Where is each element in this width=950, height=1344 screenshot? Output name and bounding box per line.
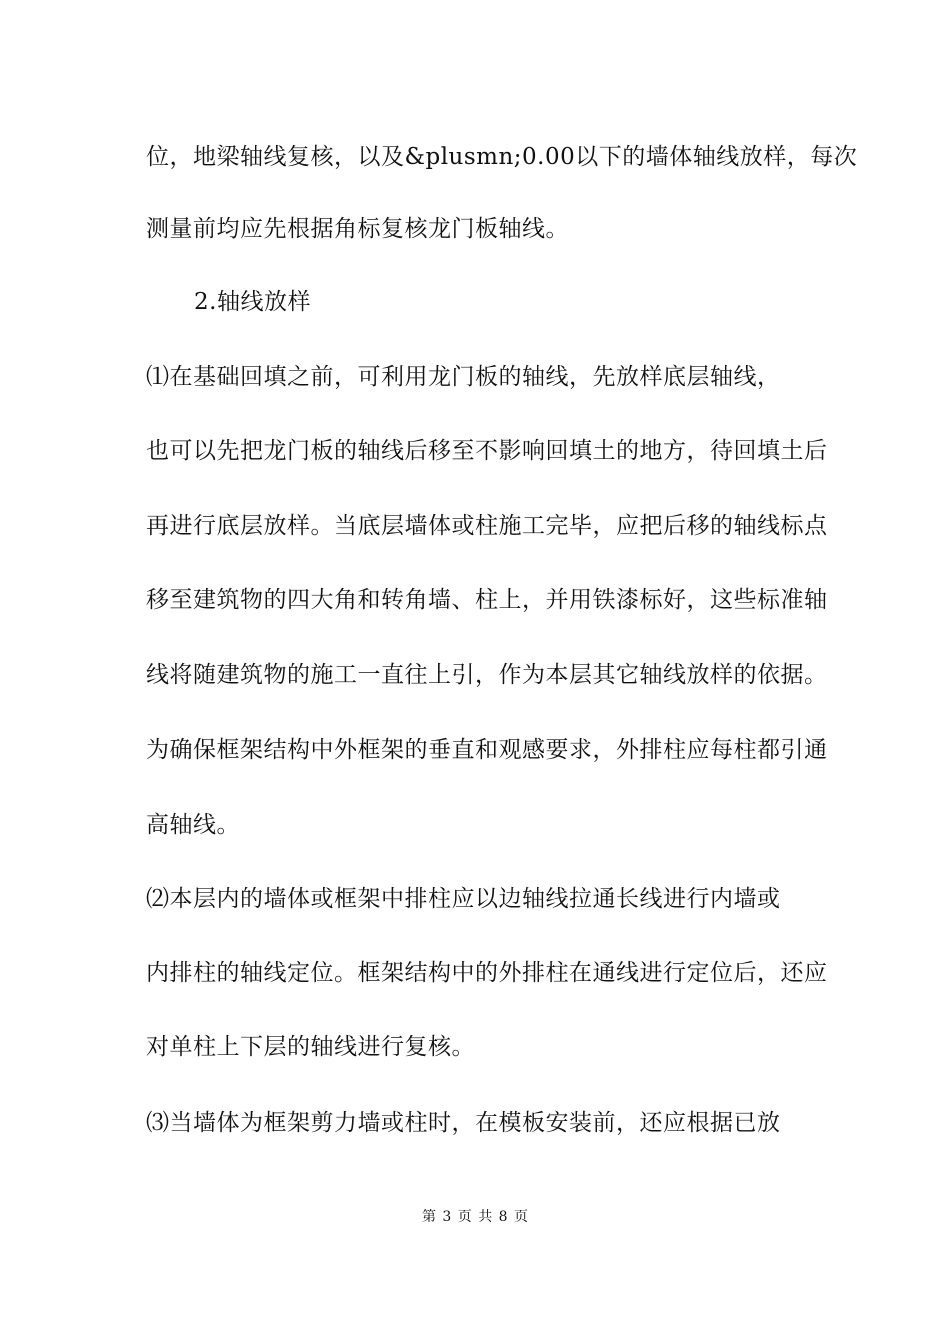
footer-suffix: 页 <box>514 1209 529 1225</box>
paragraph-2-line-1: ⑴在基础回填之前，可利用龙门板的轴线，先放样底层轴线， <box>146 364 781 390</box>
page-footer <box>0 1207 950 1227</box>
paragraph-3-line-1: ⑵本层内的墙体或框架中排柱应以边轴线拉通长线进行内墙或 <box>146 886 781 912</box>
paragraph-2-line-6: 为确保框架结构中外框架的垂直和观感要求，外排柱应每柱都引通 <box>146 737 828 763</box>
footer-total-pages: 8 <box>498 1209 508 1225</box>
paragraph-2-line-3: 再进行底层放样。当底层墙体或柱施工完毕，应把后移的轴线标点 <box>146 513 828 539</box>
paragraph-2-line-2: 也可以先把龙门板的轴线后移至不影响回填土的地方，待回填土后 <box>146 438 828 464</box>
footer-page-word: 页 <box>457 1209 472 1225</box>
footer-total-word: 共 <box>478 1209 493 1225</box>
paragraph-2-line-7: 高轴线。 <box>146 812 240 838</box>
footer-prefix: 第 <box>421 1209 436 1225</box>
paragraph-3-line-3: 对单柱上下层的轴线进行复核。 <box>146 1034 475 1060</box>
paragraph-1-line-2: 测量前均应先根据角标复核龙门板轴线。 <box>146 216 569 242</box>
paragraph-2-line-4: 移至建筑物的四大角和转角墙、柱上，并用铁漆标好，这些标准轴 <box>146 587 828 613</box>
paragraph-1-line-1: 位，地梁轴线复核，以及&plusmn;0.00以下的墙体轴线放样，每次 <box>146 144 858 170</box>
paragraph-2-line-5: 线将随建筑物的施工一直往上引，作为本层其它轴线放样的依据。 <box>146 662 828 688</box>
paragraph-4-line-1: ⑶当墙体为框架剪力墙或柱时，在模板安装前，还应根据已放 <box>146 1110 781 1136</box>
paragraph-3-line-2: 内排柱的轴线定位。框架结构中的外排柱在通线进行定位后，还应 <box>146 960 828 986</box>
section-heading: 2.轴线放样 <box>194 289 311 315</box>
footer-current-page: 3 <box>442 1209 452 1225</box>
